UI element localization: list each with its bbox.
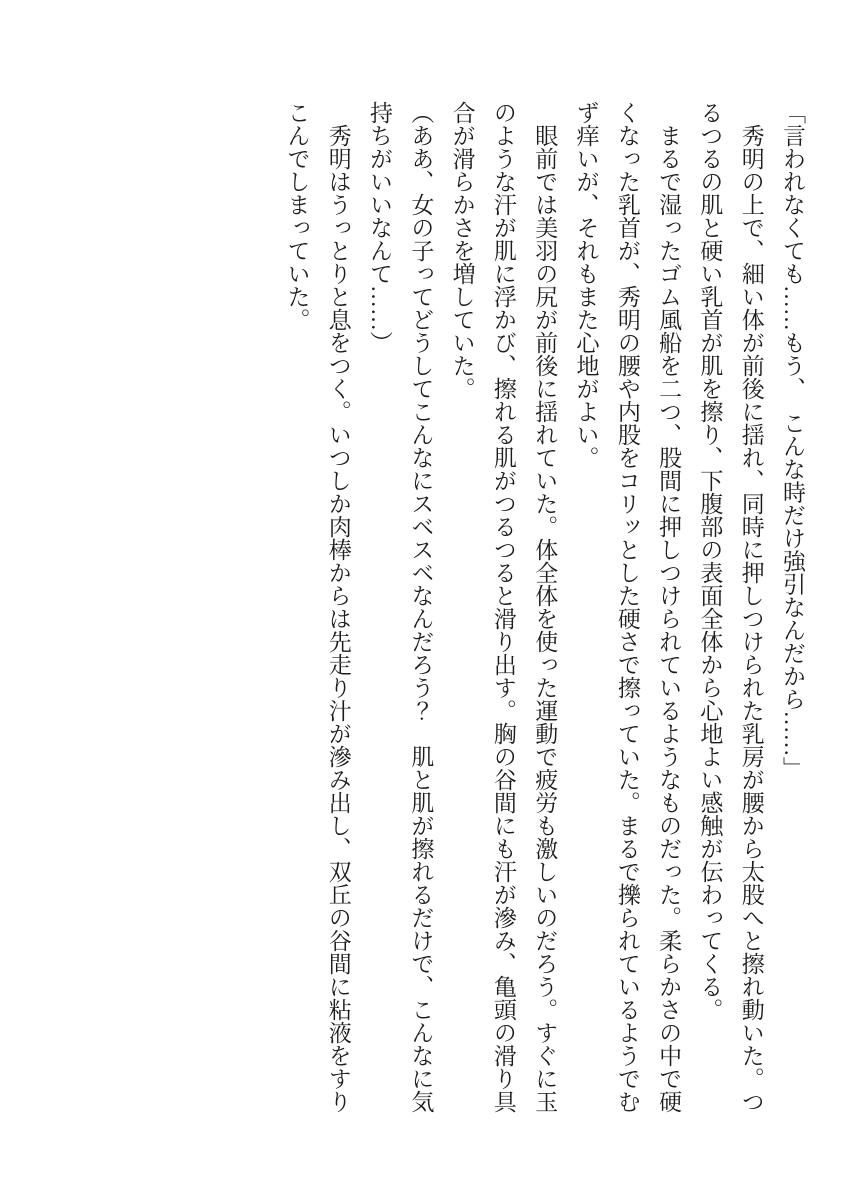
paragraph-1: 「言われなくても……もう、 こんな時だけ強引なんだから……」 [780,101,805,780]
paragraph-5: （ああ、女の子ってどうしてこんなにスベスベなんだろう？ 肌と肌が擦れるだけで、こんなに気持ちがいいなんて……） [367,101,434,1113]
paragraph-2: 秀明の上で、細い体が前後に揺れ、同時に押しつけられた乳房が腰から太股へと擦れ動いた。つるつるの肌と硬い乳首が肌を擦り、下腹部の表面全体から心地よい感触が伝わってくる。 [697,101,764,1113]
paragraph-4: 眼前では美羽の尻が前後に揺れていた。体全体を使った運動で疲労も激しいのだろう。すぐに玉のような汗が肌に浮かび、擦れる肌がつるつると滑り出す。胸の谷間にも汗が滲み、亀頭の滑り具合が滑らかさを増していた。 [449,101,558,1113]
paragraph-3: まるで湿ったゴム風船を二つ、股間に押しつけられているようなものだった。柔らかさの中で硬くなった乳首が、秀明の腰や内股をコリッとした硬さで擦っていた。まるで擽られているようでむず痒いが、それもまた心地がよい。 [573,101,682,1113]
paragraph-6: 秀明はうっとりと息をつく。いつしか肉棒からは先走り汁が滲み出し、双丘の谷間に粘液をすりこんでしまっていた。 [284,101,351,1113]
vertical-text-block [276,101,813,1116]
